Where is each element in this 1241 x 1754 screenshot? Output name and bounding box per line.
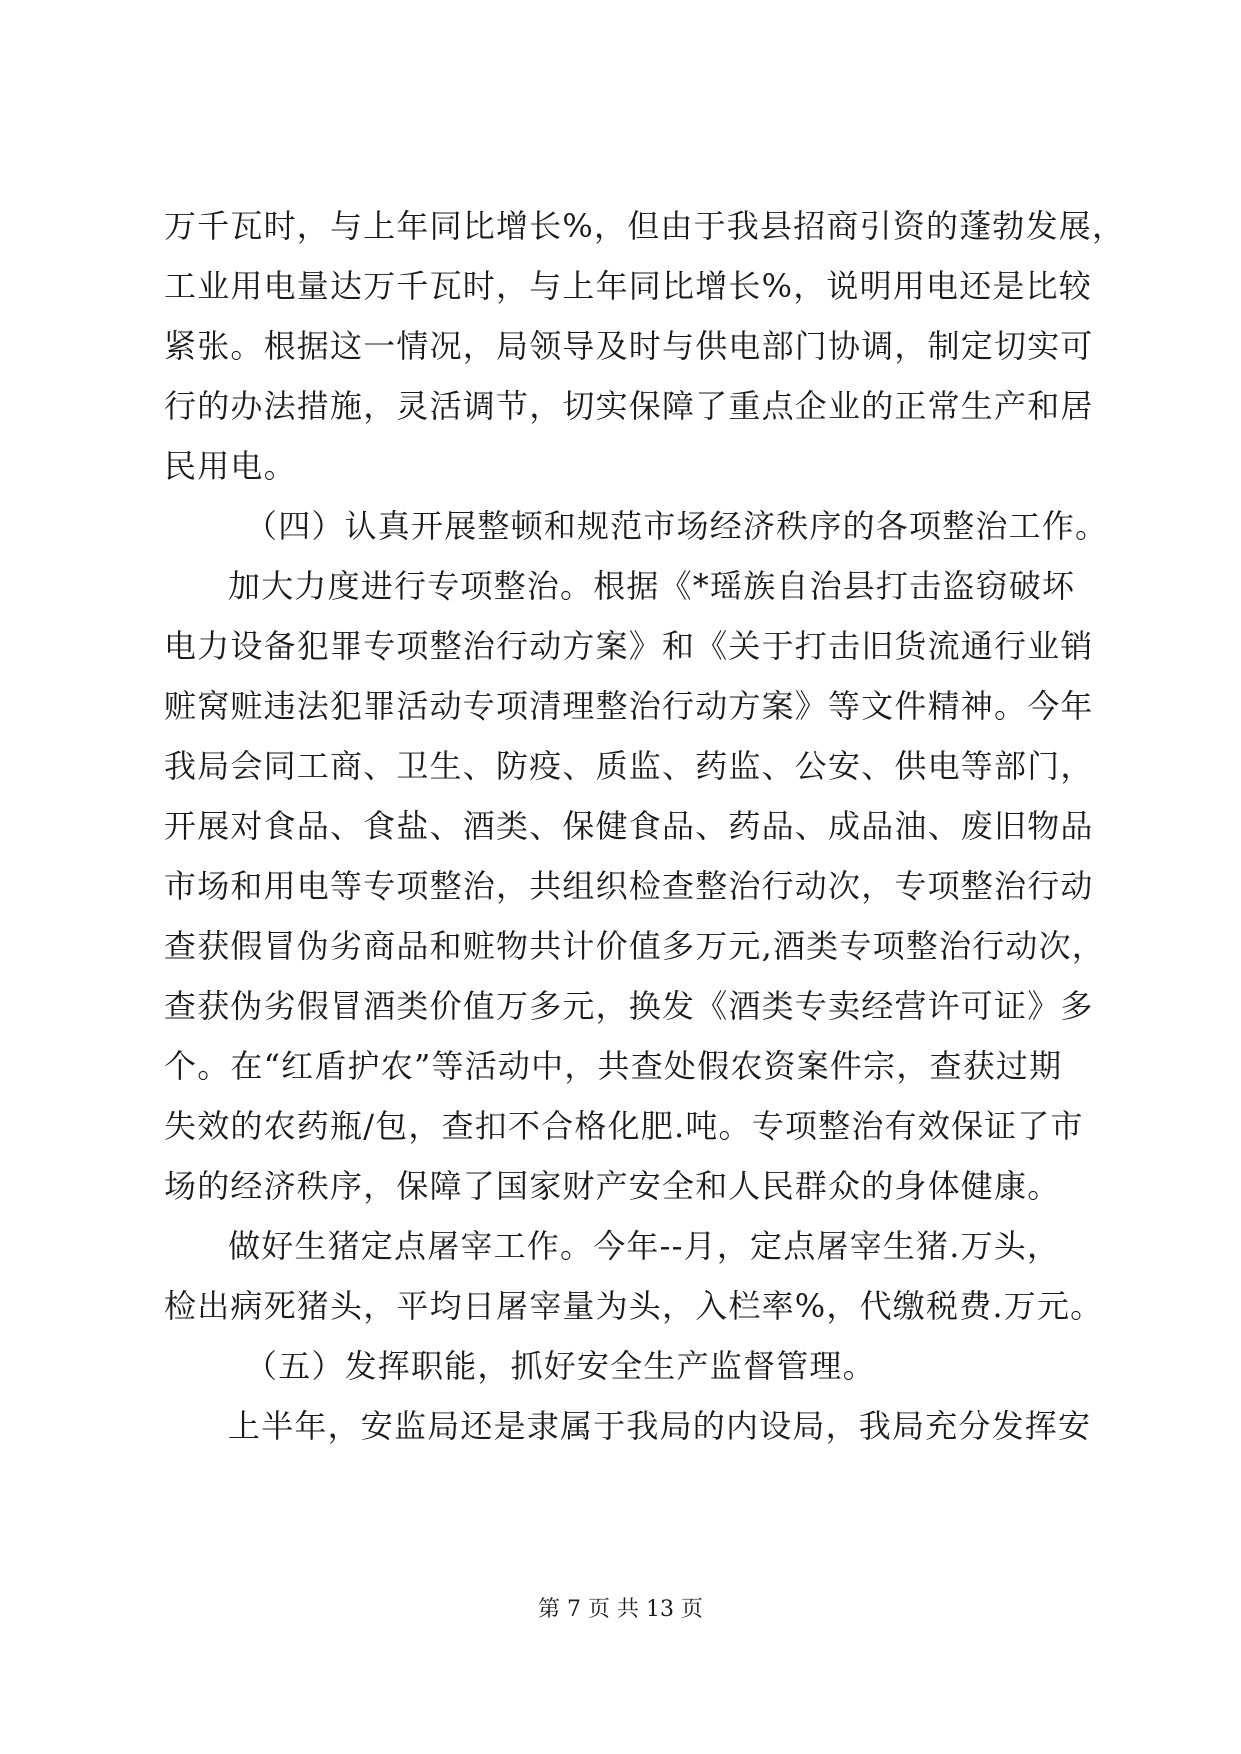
body-text-line: 紧张。根据这一情况，局领导及时与供电部门协调，制定切实可 [164, 327, 1094, 365]
body-text-line: 失效的农药瓶/包，查扣不合格化肥.吨。专项整治有效保证了市 [164, 1107, 1084, 1145]
body-text-line: 万千瓦时，与上年同比增长%，但由于我县招商引资的蓬勃发展， [164, 207, 1126, 245]
body-text-line: 查获假冒伪劣商品和赃物共计价值多万元,酒类专项整治行动次， [164, 927, 1105, 965]
body-text-line: 开展对食品、食盐、酒类、保健食品、药品、成品油、废旧物品 [164, 807, 1094, 845]
body-text-line: 我局会同工商、卫生、防疫、质监、药监、公安、供电等部门， [164, 747, 1094, 785]
paragraph-start-line: 做好生猪定点屠宰工作。今年--月，定点屠宰生猪.万头， [228, 1227, 1061, 1265]
body-text-line: 赃窝赃违法犯罪活动专项清理整治行动方案》等文件精神。今年 [164, 687, 1094, 725]
body-text-line: 个。在“红盾护农”等活动中，共查处假农资案件宗，查获过期 [164, 1047, 1063, 1085]
body-text-line: 工业用电量达万千瓦时，与上年同比增长%，说明用电还是比较 [164, 267, 1093, 305]
body-text-line: 民用电。 [164, 447, 297, 485]
page-number-footer: 第 7 页 共 13 页 [538, 1597, 703, 1622]
body-text-line: 查获伪劣假冒酒类价值万多元，换发《酒类专卖经营许可证》多 [164, 987, 1094, 1025]
paragraph-start-line: 加大力度进行专项整治。根据《*瑶族自治县打击盗窃破坏 [228, 567, 1076, 605]
paragraph-start-line: 上半年，安监局还是隶属于我局的内设局，我局充分发挥安 [228, 1407, 1092, 1445]
body-text-line: 检出病死猪头，平均日屠宰量为头，入栏率%，代缴税费.万元。 [164, 1287, 1104, 1325]
section-heading: （五）发挥职能，抓好安全生产监督管理。 [245, 1347, 876, 1385]
body-text-line: 电力设备犯罪专项整治行动方案》和《关于打击旧货流通行业销 [164, 627, 1094, 665]
section-heading: （四）认真开展整顿和规范市场经济秩序的各项整治工作。 [245, 507, 1109, 545]
body-text-line: 市场和用电等专项整治，共组织检查整治行动次，专项整治行动 [164, 867, 1094, 905]
body-text-line: 场的经济秩序，保障了国家财产安全和人民群众的身体健康。 [164, 1167, 1061, 1205]
body-text-line: 行的办法措施，灵活调节，切实保障了重点企业的正常生产和居 [164, 387, 1094, 425]
